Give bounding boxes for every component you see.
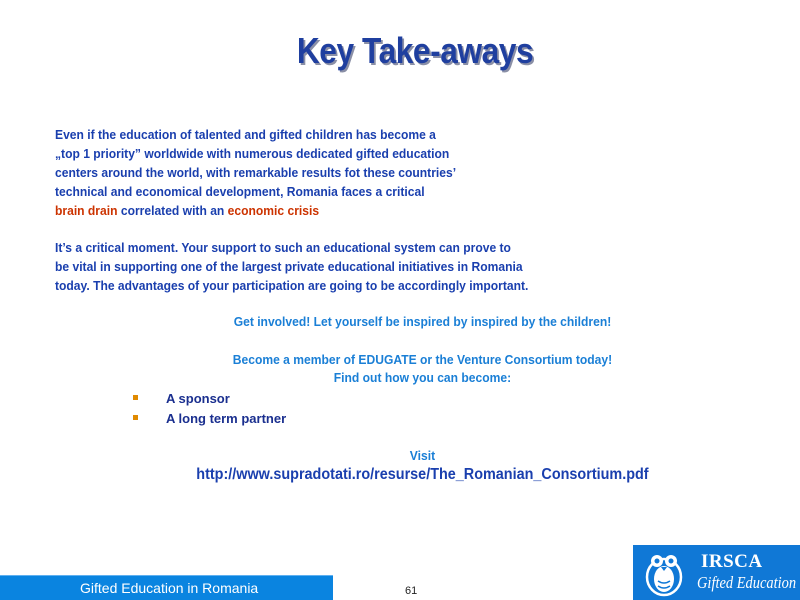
list-item-label: A long term partner (166, 411, 287, 426)
find-out-text: Find out how you can become: (333, 370, 512, 385)
logo-subtitle: Gifted Education (697, 573, 797, 592)
paragraph-line: centers around the world, with remarkable results fot these countries’ (55, 165, 457, 180)
page-number: 61 (405, 585, 418, 597)
owl-icon (639, 549, 689, 597)
paragraph-line (55, 201, 456, 220)
highlight-brain-drain: brain drain (55, 203, 118, 218)
highlight-economic-crisis: economic crisis (227, 203, 320, 218)
logo-title: IRSCA (701, 551, 763, 572)
visit-label: Visit (409, 448, 436, 463)
connector-text: correlated with an (117, 203, 228, 218)
irsca-logo (633, 545, 800, 600)
paragraph-line: It’s a critical moment. Your support to such an educational system can prove to (55, 240, 511, 255)
footer-text: Gifted Education in Romania (80, 580, 259, 596)
paragraph-line: „top 1 priority” worldwide with numerous dedicated gifted education (55, 146, 450, 161)
options-list (133, 389, 286, 429)
bullet-icon (133, 395, 138, 400)
intro-paragraph (55, 125, 456, 220)
appeal-paragraph (55, 238, 528, 295)
list-item (133, 409, 286, 429)
paragraph-line: Even if the education of talented and gifted children has become a (55, 127, 436, 142)
list-item (133, 389, 286, 409)
paragraph-line: be vital in supporting one of the largest private educational initiatives in Romania (55, 259, 523, 274)
slide-title: Key Take-aways (296, 30, 534, 71)
bullet-icon (133, 415, 138, 420)
consortium-link[interactable]: http://www.supradotati.ro/resurse/The_Romanian_Consortium.pdf (196, 466, 649, 483)
list-item-label: A sponsor (166, 391, 230, 406)
footer-bar (0, 575, 333, 600)
paragraph-line: technical and economical development, Romania faces a critical (55, 184, 425, 199)
get-involved-text: Get involved! Let yourself be inspired by inspired by the children! (233, 314, 612, 329)
become-member-text: Become a member of EDUGATE or the Venture Consortium today! (232, 352, 613, 367)
paragraph-line: today. The advantages of your participation are going to be accordingly important. (55, 278, 529, 293)
